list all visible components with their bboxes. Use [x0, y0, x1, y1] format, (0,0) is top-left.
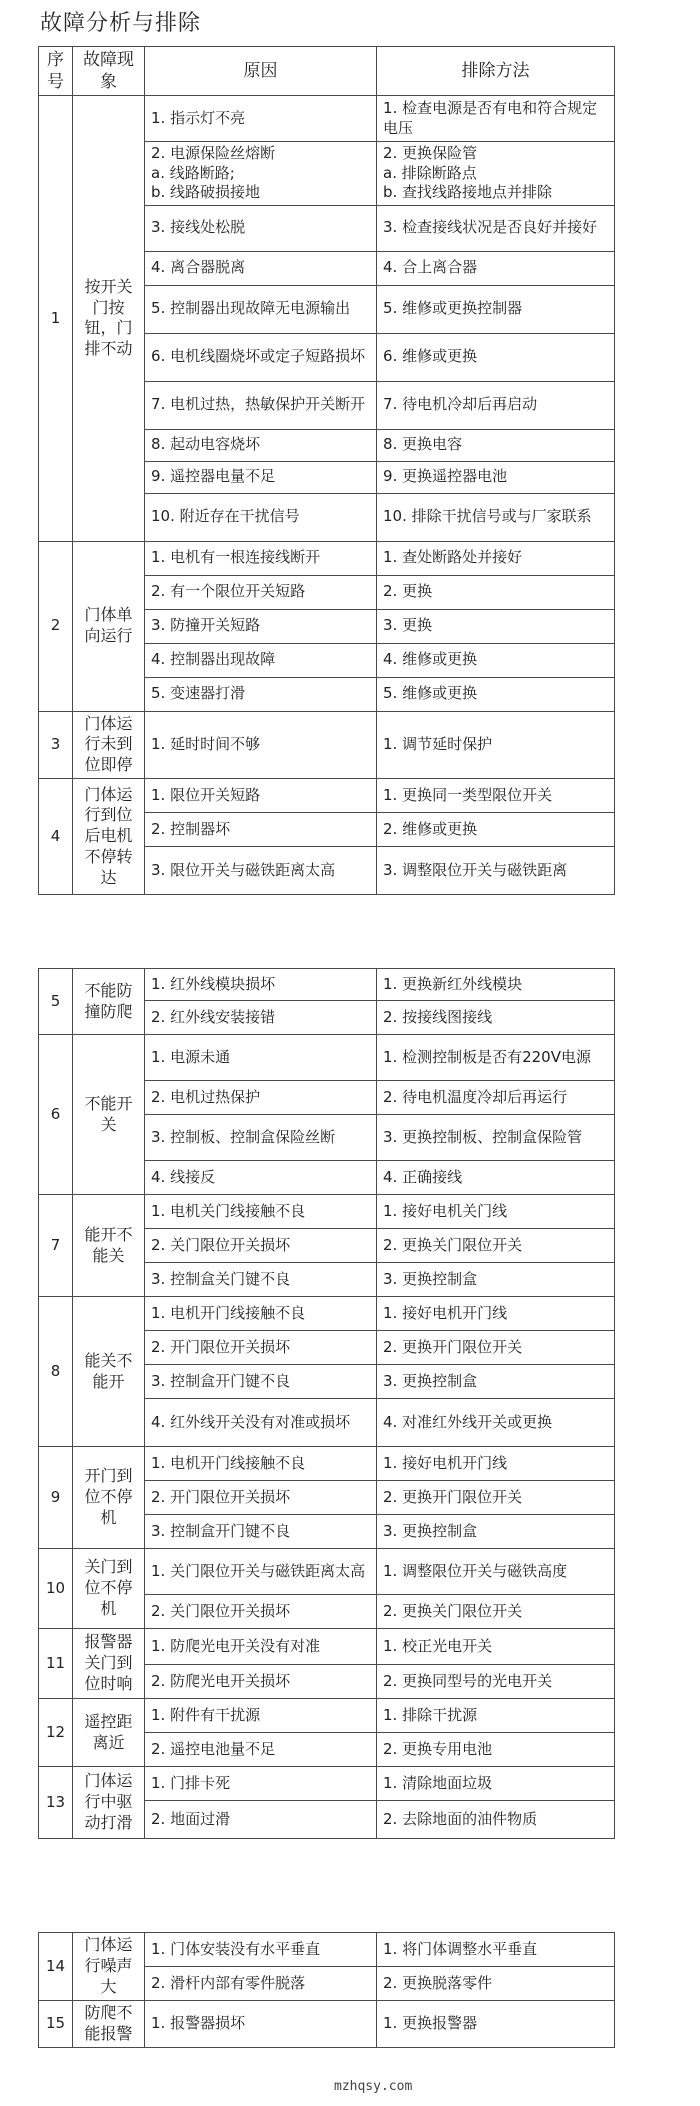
fault-symptom: 开门到位不停机: [73, 1447, 145, 1549]
remedy-cell: 1. 更换报警器: [377, 2001, 615, 2048]
cause-cell: 2. 开门限位开关损坏: [145, 1481, 377, 1515]
remedy-cell: 1. 更换新红外线模块: [377, 969, 615, 1001]
fault-symptom: 门体运行中驱动打滑: [73, 1767, 145, 1839]
cause-cell: 3. 防撞开关短路: [145, 609, 377, 643]
remedy-cell: 3. 调整限位开关与磁铁距离: [377, 847, 615, 895]
remedy-cell: 1. 更换同一类型限位开关: [377, 779, 615, 813]
fault-symptom: 能开不能关: [73, 1195, 145, 1297]
fault-symptom: 门体运行到位后电机不停转达: [73, 779, 145, 895]
remedy-cell: 4. 对准红外线开关或更换: [377, 1399, 615, 1447]
fault-row: [39, 1699, 615, 1733]
remedy-cell: 3. 更换: [377, 609, 615, 643]
fault-table-part-1: [38, 46, 615, 895]
fault-row: [39, 1035, 615, 1081]
fault-symptom: 按开关门按钮，门排不动: [73, 96, 145, 542]
remedy-cell: 4. 合上离合器: [377, 251, 615, 285]
fault-index: 5: [39, 969, 73, 1035]
fault-symptom: 不能防撞防爬: [73, 969, 145, 1035]
remedy-cell: 3. 更换控制盒: [377, 1263, 615, 1297]
cause-cell: 1. 红外线模块损坏: [145, 969, 377, 1001]
cause-cell: 1. 限位开关短路: [145, 779, 377, 813]
cause-cell: 1. 门体安装没有水平垂直: [145, 1933, 377, 1967]
remedy-cell: 2. 更换关门限位开关: [377, 1595, 615, 1629]
watermark: mzhqsy.com: [334, 2079, 413, 2094]
cause-cell: 2. 关门限位开关损坏: [145, 1595, 377, 1629]
remedy-cell: 1. 调节延时保护: [377, 711, 615, 778]
cause-cell: 10. 附近存在干扰信号: [145, 493, 377, 541]
cause-cell: 3. 控制板、控制盒保险丝断: [145, 1115, 377, 1161]
fault-index: 12: [39, 1699, 73, 1767]
fault-index: 4: [39, 779, 73, 895]
fault-row: [39, 541, 615, 575]
fault-index: 3: [39, 711, 73, 778]
cause-cell: 2. 电源保险丝熔断 a. 线路断路; b. 线路破损接地: [145, 142, 377, 206]
fault-row: [39, 1195, 615, 1229]
fault-table-part-3: [38, 1932, 615, 2048]
remedy-cell: 1. 将门体调整水平垂直: [377, 1933, 615, 1967]
fault-symptom: 门体单向运行: [73, 541, 145, 711]
cause-cell: 9. 遥控器电量不足: [145, 461, 377, 493]
remedy-cell: 1. 调整限位开关与磁铁高度: [377, 1549, 615, 1595]
cause-cell: 2. 有一个限位开关短路: [145, 575, 377, 609]
fault-row: [39, 1933, 615, 1967]
remedy-cell: 1. 查处断路处并接好: [377, 541, 615, 575]
remedy-cell: 3. 更换控制板、控制盒保险管: [377, 1115, 615, 1161]
cause-cell: 2. 滑杆内部有零件脱落: [145, 1967, 377, 2001]
fault-row: [39, 96, 615, 142]
cause-cell: 1. 关门限位开关与磁铁距离太高: [145, 1549, 377, 1595]
fault-row: [39, 711, 615, 778]
cause-cell: 1. 延时时间不够: [145, 711, 377, 778]
cause-cell: 1. 防爬光电开关没有对准: [145, 1629, 377, 1665]
remedy-cell: 7. 待电机冷却后再启动: [377, 381, 615, 429]
fault-row: [39, 1297, 615, 1331]
cause-cell: 3. 控制盒开门键不良: [145, 1515, 377, 1549]
remedy-cell: 1. 排除干扰源: [377, 1699, 615, 1733]
remedy-cell: 2. 更换开门限位开关: [377, 1481, 615, 1515]
header-cause: 原因: [145, 47, 377, 96]
fault-index: 9: [39, 1447, 73, 1549]
cause-cell: 5. 变速器打滑: [145, 677, 377, 711]
cause-cell: 6. 电机线圈烧坏或定子短路损坏: [145, 333, 377, 381]
remedy-cell: 2. 更换专用电池: [377, 1733, 615, 1767]
fault-index: 10: [39, 1549, 73, 1629]
cause-cell: 2. 开门限位开关损坏: [145, 1331, 377, 1365]
cause-cell: 2. 关门限位开关损坏: [145, 1229, 377, 1263]
fault-row: [39, 1767, 615, 1801]
cause-cell: 7. 电机过热，热敏保护开关断开: [145, 381, 377, 429]
fault-index: 15: [39, 2001, 73, 2048]
cause-cell: 2. 电机过热保护: [145, 1081, 377, 1115]
cause-cell: 3. 接线处松脱: [145, 205, 377, 251]
fault-index: 1: [39, 96, 73, 542]
remedy-cell: 5. 维修或更换控制器: [377, 285, 615, 333]
remedy-cell: 2. 维修或更换: [377, 813, 615, 847]
remedy-cell: 2. 更换: [377, 575, 615, 609]
remedy-cell: 2. 待电机温度冷却后再运行: [377, 1081, 615, 1115]
remedy-cell: 1. 接好电机关门线: [377, 1195, 615, 1229]
cause-cell: 4. 控制器出现故障: [145, 643, 377, 677]
fault-symptom: 报警器关门到位时响: [73, 1629, 145, 1699]
fault-index: 14: [39, 1933, 73, 2001]
header-index: 序号: [39, 47, 73, 96]
cause-cell: 1. 电机关门线接触不良: [145, 1195, 377, 1229]
fault-row: [39, 1629, 615, 1665]
cause-cell: 1. 报警器损坏: [145, 2001, 377, 2048]
cause-cell: 1. 电机开门线接触不良: [145, 1297, 377, 1331]
remedy-cell: 4. 正确接线: [377, 1161, 615, 1195]
remedy-cell: 1. 检查电源是否有电和符合规定电压: [377, 96, 615, 142]
cause-cell: 1. 指示灯不亮: [145, 96, 377, 142]
remedy-cell: 2. 去除地面的油件物质: [377, 1801, 615, 1839]
remedy-cell: 2. 更换脱落零件: [377, 1967, 615, 2001]
fault-index: 6: [39, 1035, 73, 1195]
fault-symptom: 门体运行噪声大: [73, 1933, 145, 2001]
cause-cell: 2. 遥控电池量不足: [145, 1733, 377, 1767]
fault-index: 11: [39, 1629, 73, 1699]
remedy-cell: 6. 维修或更换: [377, 333, 615, 381]
remedy-cell: 3. 更换控制盒: [377, 1515, 615, 1549]
cause-cell: 4. 红外线开关没有对准或损坏: [145, 1399, 377, 1447]
remedy-cell: 2. 更换关门限位开关: [377, 1229, 615, 1263]
remedy-cell: 2. 更换保险管 a. 排除断路点 b. 查找线路接地点并排除: [377, 142, 615, 206]
remedy-cell: 10. 排除干扰信号或与厂家联系: [377, 493, 615, 541]
fault-row: [39, 969, 615, 1001]
remedy-cell: 4. 维修或更换: [377, 643, 615, 677]
cause-cell: 8. 起动电容烧坏: [145, 429, 377, 461]
fault-symptom: 门体运行未到位即停: [73, 711, 145, 778]
cause-cell: 4. 离合器脱离: [145, 251, 377, 285]
cause-cell: 1. 电机开门线接触不良: [145, 1447, 377, 1481]
remedy-cell: 2. 更换同型号的光电开关: [377, 1665, 615, 1699]
fault-index: 8: [39, 1297, 73, 1447]
cause-cell: 2. 红外线安装接错: [145, 1001, 377, 1035]
remedy-cell: 3. 更换控制盒: [377, 1365, 615, 1399]
fault-index: 2: [39, 541, 73, 711]
cause-cell: 1. 附件有干扰源: [145, 1699, 377, 1733]
header-remedy: 排除方法: [377, 47, 615, 96]
fault-symptom: 遥控距离近: [73, 1699, 145, 1767]
remedy-cell: 3. 检查接线状况是否良好并接好: [377, 205, 615, 251]
remedy-cell: 1. 校正光电开关: [377, 1629, 615, 1665]
fault-symptom: 不能开关: [73, 1035, 145, 1195]
fault-index: 13: [39, 1767, 73, 1839]
cause-cell: 2. 控制器坏: [145, 813, 377, 847]
cause-cell: 5. 控制器出现故障无电源输出: [145, 285, 377, 333]
cause-cell: 3. 控制盒开门键不良: [145, 1365, 377, 1399]
cause-cell: 1. 门排卡死: [145, 1767, 377, 1801]
fault-row: [39, 2001, 615, 2048]
header-symptom: 故障现象: [73, 47, 145, 96]
fault-symptom: 防爬不能报警: [73, 2001, 145, 2048]
cause-cell: 3. 控制盒关门键不良: [145, 1263, 377, 1297]
remedy-cell: 9. 更换遥控器电池: [377, 461, 615, 493]
fault-row: [39, 1447, 615, 1481]
fault-table-part-2: [38, 968, 615, 1839]
cause-cell: 4. 线接反: [145, 1161, 377, 1195]
remedy-cell: 1. 清除地面垃圾: [377, 1767, 615, 1801]
remedy-cell: 5. 维修或更换: [377, 677, 615, 711]
remedy-cell: 8. 更换电容: [377, 429, 615, 461]
remedy-cell: 2. 更换开门限位开关: [377, 1331, 615, 1365]
remedy-cell: 1. 接好电机开门线: [377, 1447, 615, 1481]
cause-cell: 1. 电源未通: [145, 1035, 377, 1081]
fault-row: [39, 779, 615, 813]
fault-symptom: 能关不能开: [73, 1297, 145, 1447]
fault-index: 7: [39, 1195, 73, 1297]
fault-symptom: 关门到位不停机: [73, 1549, 145, 1629]
page-title: 故障分析与排除: [40, 11, 202, 36]
remedy-cell: 1. 接好电机开门线: [377, 1297, 615, 1331]
cause-cell: 1. 电机有一根连接线断开: [145, 541, 377, 575]
remedy-cell: 1. 检测控制板是否有220V电源: [377, 1035, 615, 1081]
fault-row: [39, 1549, 615, 1595]
cause-cell: 2. 防爬光电开关损坏: [145, 1665, 377, 1699]
cause-cell: 3. 限位开关与磁铁距离太高: [145, 847, 377, 895]
remedy-cell: 2. 按接线图接线: [377, 1001, 615, 1035]
cause-cell: 2. 地面过滑: [145, 1801, 377, 1839]
